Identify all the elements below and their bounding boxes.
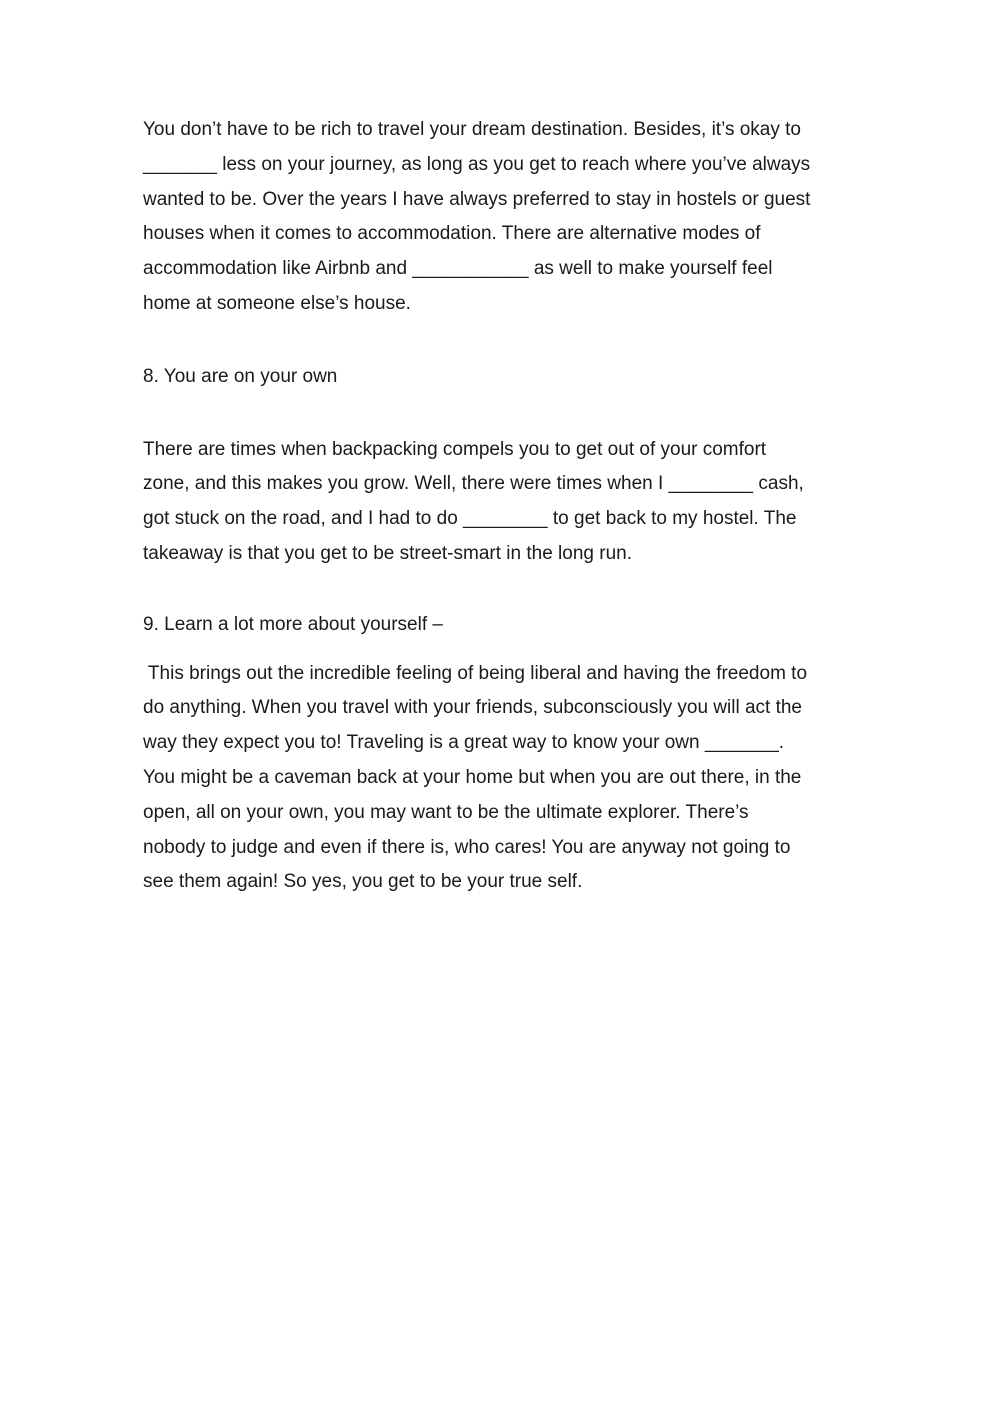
- paragraph-learn-about-yourself: [143, 657, 863, 901]
- paragraph-line: wanted to be. Over the years I have always preferred to stay in hostels or guest: [143, 188, 811, 210]
- paragraph-line: open, all on your own, you may want to be the ultimate explorer. There’s: [143, 801, 749, 823]
- paragraph-line: zone, and this makes you grow. Well, there were times when I ________ cash,: [143, 473, 804, 495]
- paragraph-line: You don’t have to be rich to travel your dream destination. Besides, it’s okay to: [143, 119, 801, 140]
- paragraph-line: There are times when backpacking compels you to get out of your comfort: [143, 438, 767, 460]
- paragraph-line: nobody to judge and even if there is, who cares! You are anyway not going to: [143, 836, 791, 858]
- section-heading-9: 9. Learn a lot more about yourself –: [143, 613, 443, 635]
- paragraph-budget-accommodation: [143, 113, 863, 322]
- document-page: [143, 113, 863, 900]
- paragraph-line: way they expect you to! Traveling is a great way to know your own _______.: [143, 732, 785, 754]
- paragraph-line: accommodation like Airbnb and ___________ as well to make yourself feel: [143, 258, 773, 280]
- paragraph-line: houses when it comes to accommodation. There are alternative modes of: [143, 223, 761, 245]
- paragraph-line: _______ less on your journey, as long as you get to reach where you’ve always: [143, 153, 811, 175]
- paragraph-on-your-own: [143, 433, 863, 572]
- paragraph-line: This brings out the incredible feeling of being liberal and having the freedom to: [143, 662, 808, 684]
- paragraph-line: home at someone else’s house.: [143, 292, 411, 314]
- paragraph-line: You might be a caveman back at your home but when you are out there, in the: [143, 766, 802, 788]
- paragraph-line: takeaway is that you get to be street-smart in the long run.: [143, 542, 632, 564]
- paragraph-line: do anything. When you travel with your friends, subconsciously you will act the: [143, 697, 802, 719]
- paragraph-line: got stuck on the road, and I had to do ________ to get back to my hostel. The: [143, 508, 797, 530]
- paragraph-line: see them again! So yes, you get to be your true self.: [143, 871, 583, 893]
- section-heading-8: 8. You are on your own: [143, 365, 338, 387]
